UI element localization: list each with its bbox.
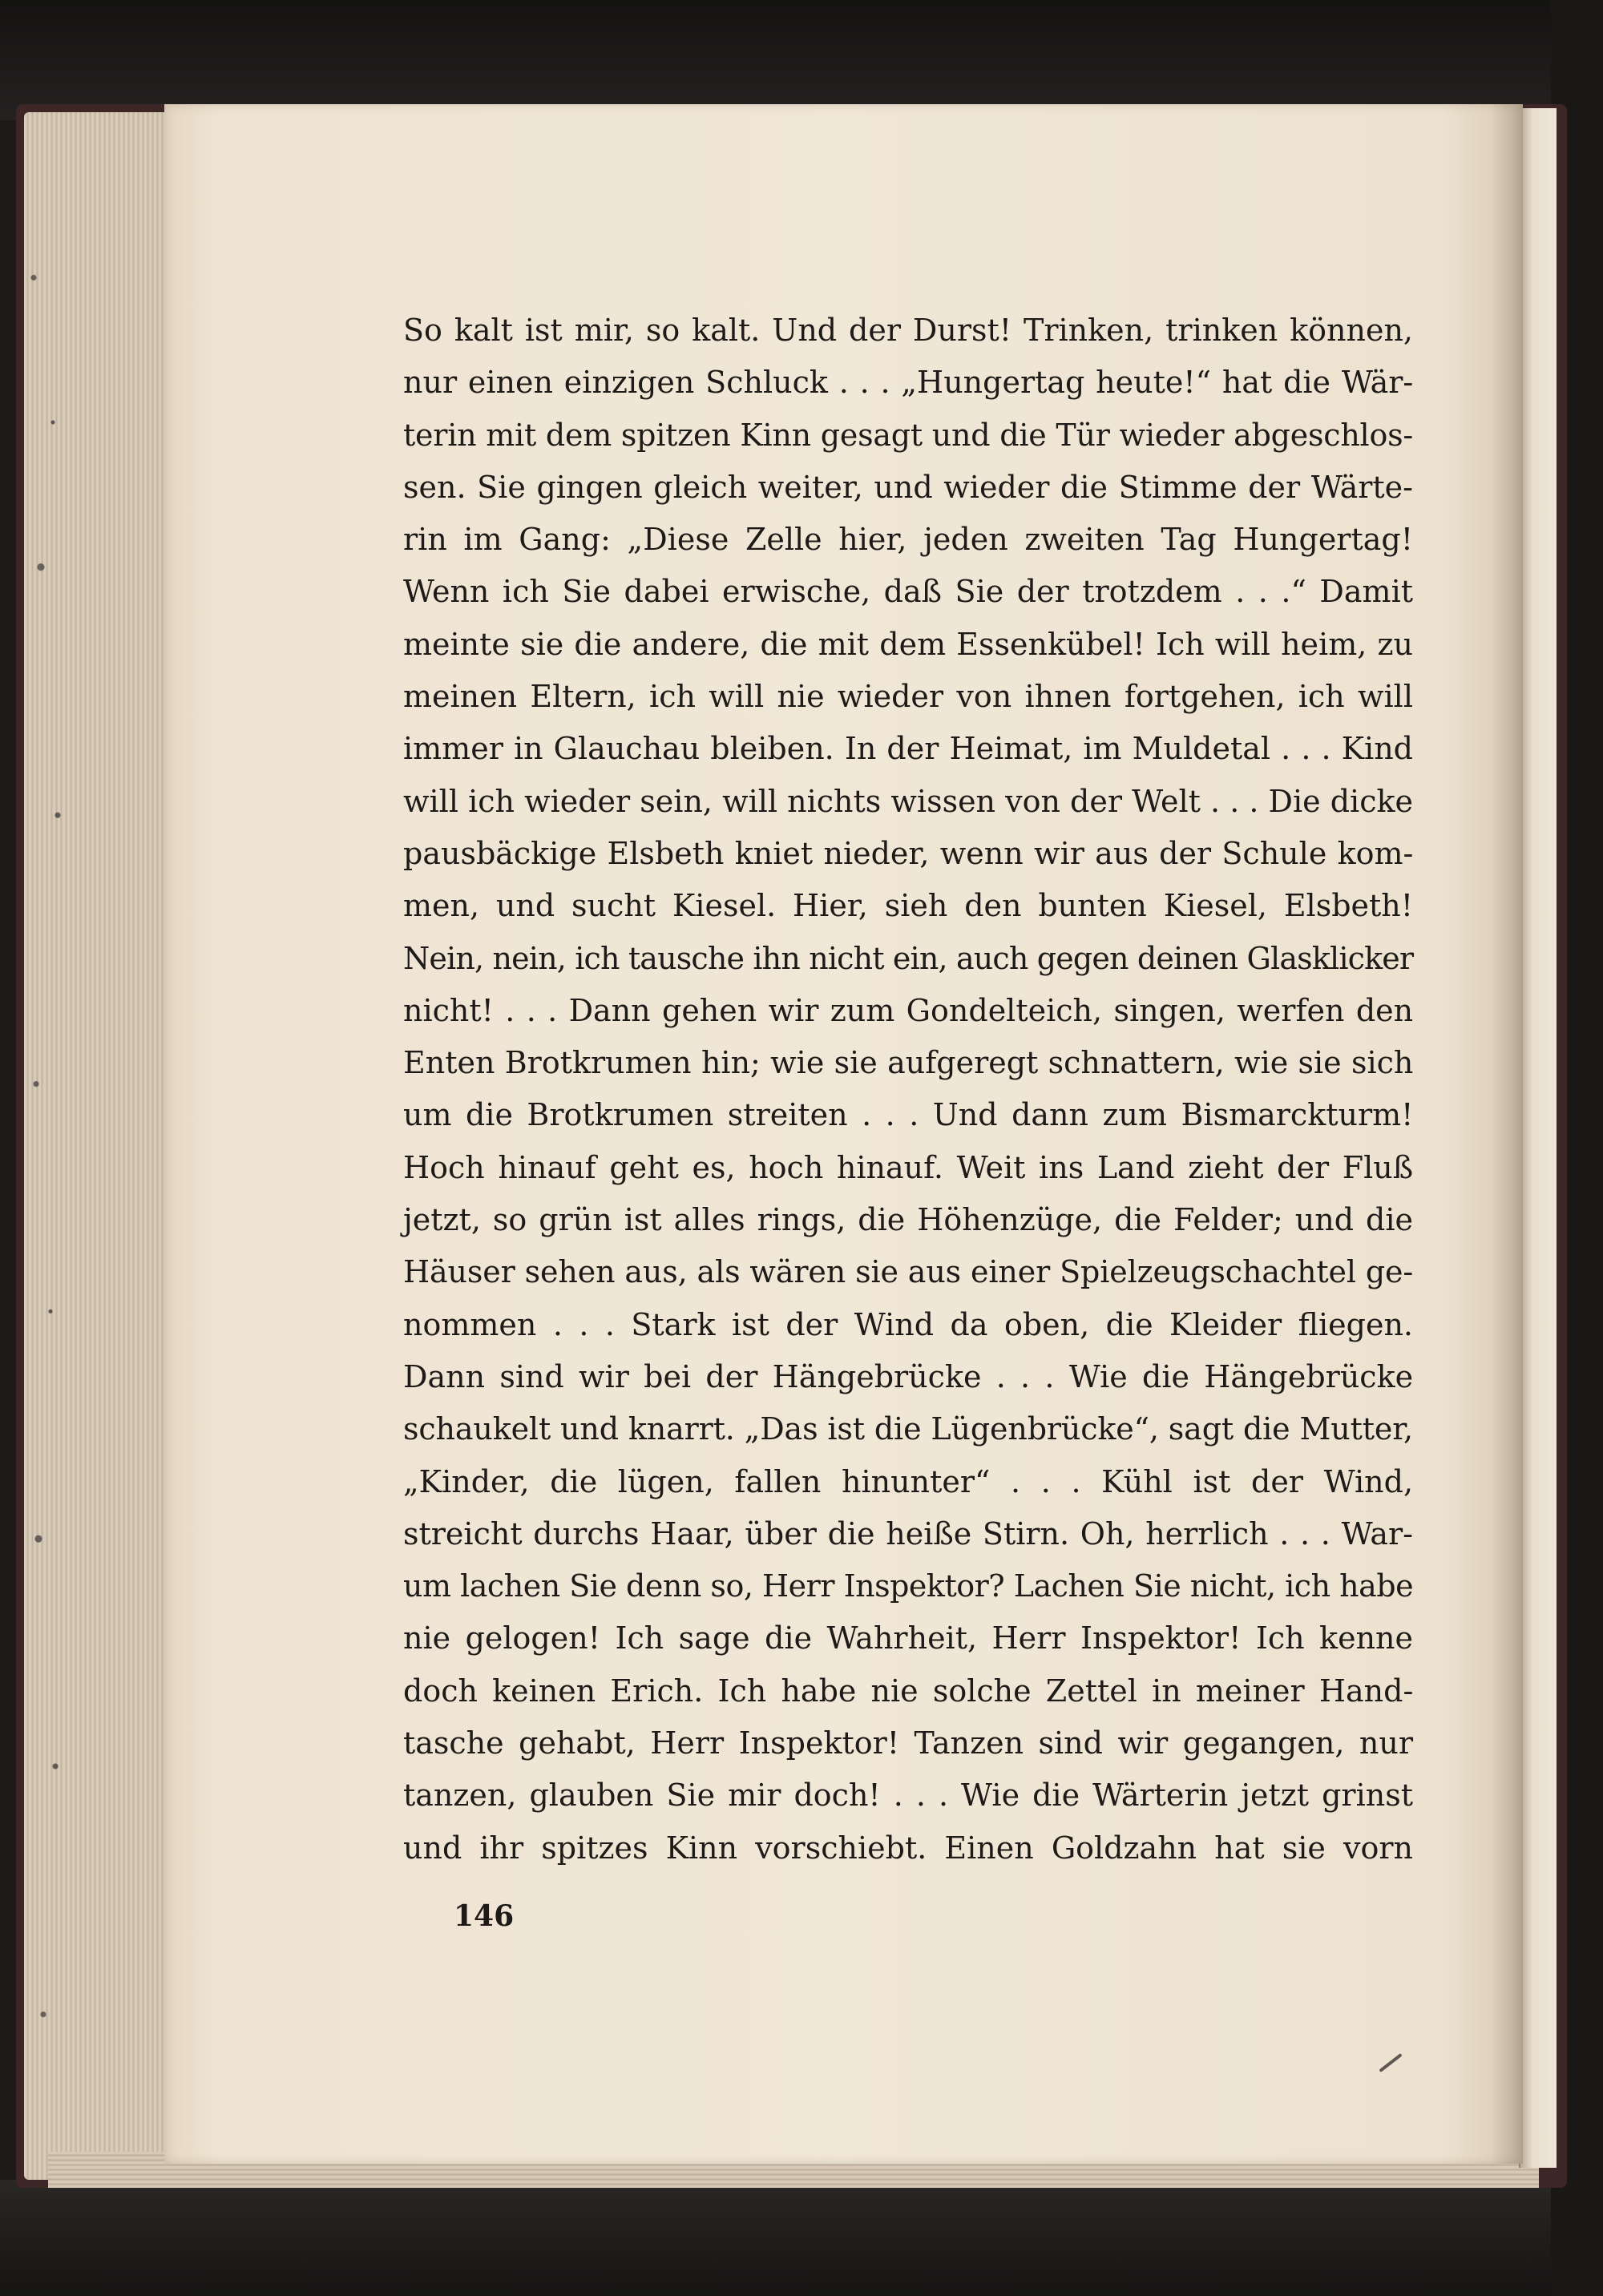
text-line: Wenn ich Sie dabei erwische, daß Sie der trotzdem . . .“ Damit [403,574,1413,610]
page-number: 146 [454,1899,515,1933]
text-line: um lachen Sie denn so, Herr Inspektor? Lachen Sie nicht, ich habe [403,1568,1414,1604]
text-line: schaukelt und knarrt. „Das ist die Lügenbrücke“, sagt die Mutter, [403,1411,1413,1447]
text-line: tasche gehabt, Herr Inspektor! Tanzen sind wir gegangen, nur [403,1725,1413,1761]
text-line: Nein, nein, ich tausche ihn nicht ein, auch gegen deinen Glasklicker [403,940,1414,976]
text-line: terin mit dem spitzen Kinn gesagt und die Tür wieder abgeschlos- [403,417,1413,453]
facing-page-edge [1519,108,1557,2168]
text-line: Enten Brotkrumen hin; wie sie aufgeregt schnattern, wie sie sich [403,1045,1414,1081]
text-line: will ich wieder sein, will nichts wissen von der Welt . . . Die dicke [403,783,1413,819]
text-line: jetzt, so grün ist alles rings, die Höhenzüge, die Felder; und die [403,1202,1413,1238]
text-line: Dann sind wir bei der Hängebrücke . . . Wie die Hängebrücke [403,1358,1414,1394]
text-line: meinte sie die andere, die mit dem Essenkübel! Ich will heim, zu [403,626,1413,662]
text-line: men, und sucht Kiesel. Hier, sieh den bunten Kiesel, Elsbeth! [403,888,1414,924]
page-edge-speckles [24,112,72,2180]
text-line: Häuser sehen aus, als wären sie aus einer Spielzeugschachtel ge- [403,1254,1414,1290]
dark-backdrop-top [0,0,1603,120]
text-line: sen. Sie gingen gleich weiter, und wieder die Stimme der Wärte- [403,469,1413,505]
text-line: doch keinen Erich. Ich habe nie solche Zettel in meiner Hand- [403,1673,1414,1709]
text-line: immer in Glauchau bleiben. In der Heimat, im Muldetal . . . Kind [403,731,1413,767]
text-line: rin im Gang: „Diese Zelle hier, jeden zweiten Tag Hungertag! [403,522,1413,558]
text-line: nur einen einzigen Schluck . . . „Hungertag heute!“ hat die Wär- [403,365,1414,401]
text-line: tanzen, glauben Sie mir doch! . . . Wie die Wärterin jetzt grinst [403,1777,1413,1814]
text-line: nicht! . . . Dann gehen wir zum Gondelteich, singen, werfen den [403,992,1414,1028]
text-line: So kalt ist mir, so kalt. Und der Durst! Trinken, trinken können, [403,313,1413,348]
gutter-shadow [1491,104,1523,2164]
text-line: um die Brotkrumen streiten . . . Und dann zum Bismarckturm! [403,1097,1414,1133]
text-line: nie gelogen! Ich sage die Wahrheit, Herr Inspektor! Ich kenne [403,1620,1413,1656]
body-text [403,305,1413,1874]
dark-backdrop-bottom [0,2180,1603,2296]
text-line: „Kinder, die lügen, fallen hinunter“ . . . Kühl ist der Wind, [403,1463,1414,1499]
text-line: Hoch hinauf geht es, hoch hinauf. Weit ins Land zieht der Fluß [403,1149,1414,1185]
text-line: nommen . . . Stark ist der Wind da oben, die Kleider fliegen. [403,1306,1413,1342]
text-line: pausbäckige Elsbeth kniet nieder, wenn wir aus der Schule kom- [403,835,1414,871]
text-line: streicht durchs Haar, über die heiße Stirn. Oh, herrlich . . . War- [403,1515,1413,1552]
text-line: meinen Eltern, ich will nie wieder von ihnen fortgehen, ich will [403,679,1413,715]
text-line: und ihr spitzes Kinn vorschiebt. Einen Goldzahn hat sie vorn [403,1830,1413,1866]
